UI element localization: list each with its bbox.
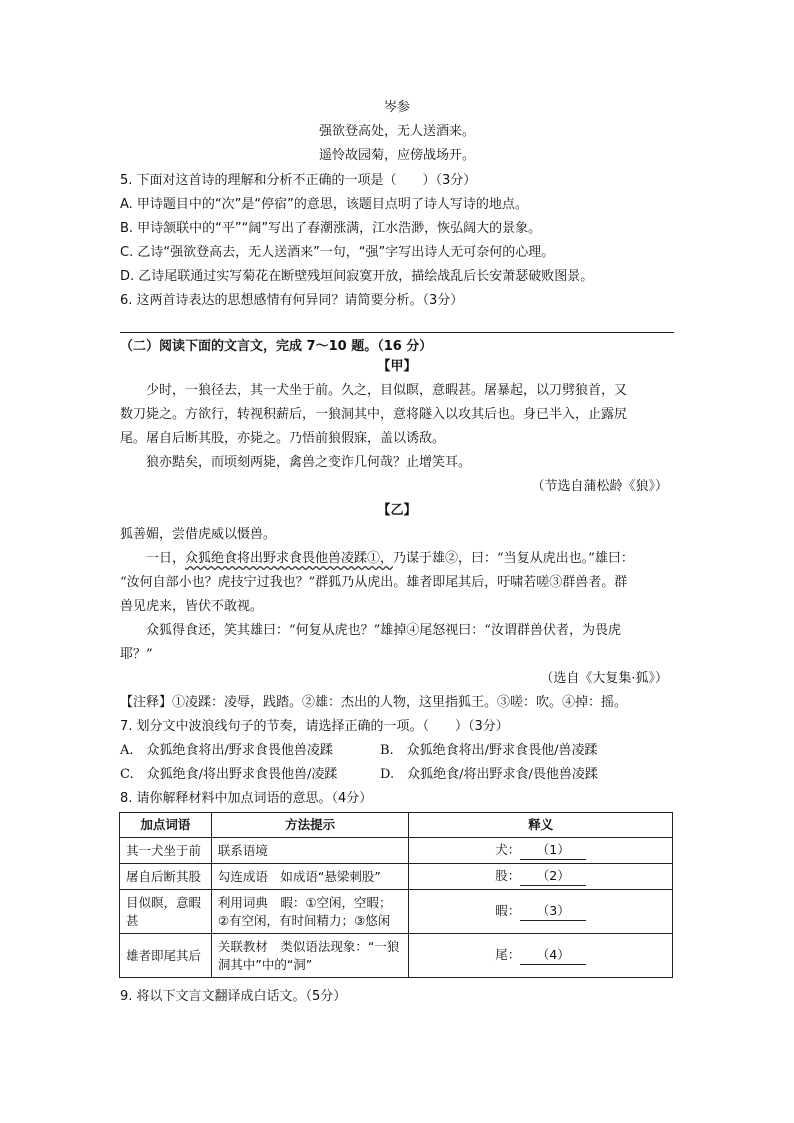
answer-blank-2[interactable]: （2）: [520, 867, 586, 886]
annotations: 【注释】①凌蹂：凌辱，践踏。②雄：杰出的人物，这里指狐王。③嗟：吹。④掉：摇。: [120, 695, 628, 710]
table-header: 方法提示: [211, 813, 409, 838]
question-7-option-a: A. 众狐绝食将出/野求食畏他兽凌蹂: [120, 743, 333, 758]
passage-yi-line-3: “汝何自部小也？虎技宁过我也？”群狐乃从虎出。雄者即尾其后，吁啸若嗟③群兽者。群: [120, 575, 628, 590]
table-cell-answer: 犬： （1）: [409, 838, 673, 864]
question-9-stem: 9. 将以下文言文翻译成白话文。（5分）: [120, 989, 347, 1004]
question-5-option-c: C. 乙诗“强欲登高去，无人送酒来”一句，“强”字写出诗人无可奈何的心理。: [120, 245, 555, 260]
table-cell-word: 屠自后断其股: [120, 864, 212, 890]
passage-yi-label: 【乙】: [377, 503, 417, 518]
answer-blank-1[interactable]: （1）: [520, 841, 586, 860]
passage-yi-line-4: 兽见虎来，皆伏不敢视。: [120, 599, 264, 614]
question-7-option-b: B. 众狐绝食将出/野求食畏他/兽凌蹂: [380, 743, 598, 758]
passage-yi-source: （选自《大复集·狐》）: [540, 671, 668, 686]
question-8-stem: 8. 请你解释材料中加点词语的意思。（4分）: [120, 791, 373, 806]
table-row: [120, 934, 673, 978]
question-6-stem: 6. 这两首诗表达的思想感情有何异同？请简要分析。（3分）: [120, 293, 464, 308]
table-cell-hint: 关联教材 类似语法现象：“一狼洞其中”中的“洞”: [211, 934, 409, 978]
table-cell-word: 其一犬坐于前: [120, 838, 212, 864]
answer-blank-3[interactable]: （3）: [520, 902, 586, 921]
passage-jia-source: （节选自蒲松龄《狼》）: [531, 479, 668, 494]
question-5-option-d: D. 乙诗尾联通过实写菊花在断壁残垣间寂寞开放，描绘战乱后长安萧瑟破败图景。: [120, 269, 594, 284]
poem-line-1: 强欲登高处，无人送酒来。: [318, 124, 475, 139]
wavy-underlined-sentence: 众狐绝食将出野求食畏他兽凌蹂①，: [185, 551, 394, 566]
table-header: 加点词语: [120, 813, 212, 838]
table-row: [120, 864, 673, 890]
poem-author: 岑参: [383, 100, 410, 115]
question-5-stem: 5. 下面对这首诗的理解和分析不正确的一项是（ ）（3分）: [120, 173, 477, 188]
passage-jia-line-4: 狼亦黠矣，而顷刻两毙，禽兽之变诈几何哉？止增笑耳。: [146, 455, 472, 470]
passage-yi-line-6: 耶？”: [120, 647, 153, 662]
question-5-option-a: A. 甲诗题目中的“次”是“停宿”的意思，该题目点明了诗人写诗的地点。: [120, 197, 528, 212]
word-meaning-table: [119, 812, 673, 978]
passage-jia-line-1: 少时，一狼径去，其一犬坐于前。久之，目似瞑，意暇甚。屠暴起，以刀劈狼首，又: [146, 383, 628, 398]
question-7-option-c: C. 众狐绝食/将出野求食畏他兽/凌蹂: [120, 767, 338, 782]
section-divider: [120, 332, 674, 333]
passage-jia-line-2: 数刀毙之。方欲行，转视积薪后，一狼洞其中，意将隧入以攻其后也。身已半入，止露尻: [120, 407, 628, 422]
question-7-option-d: D. 众狐绝食/将出野求食/畏他兽凌蹂: [380, 767, 598, 782]
table-cell-answer: 暇： （3）: [409, 890, 673, 934]
table-row: [120, 890, 673, 934]
table-header: 释义: [409, 813, 673, 838]
table-cell-hint: 勾连成语 如成语“悬梁刺股”: [211, 864, 409, 890]
table-cell-hint: 利用词典 暇：①空闲，空暇；②有空闲，有时间精力；③悠闲: [211, 890, 409, 934]
table-cell-word: 目似瞑，意暇甚: [120, 890, 212, 934]
poem-line-2: 遥怜故园菊，应傍战场开。: [318, 148, 475, 163]
passage-yi-line-2: 一日，众狐绝食将出野求食畏他兽凌蹂①，乃谋于雄②，曰：“当复从虎出也。”雄曰：: [146, 551, 634, 566]
table-cell-hint: 联系语境: [211, 838, 409, 864]
question-5-option-b: B. 甲诗颔联中的“平”“阔”写出了春潮涨满，江水浩渺，恢弘阔大的景象。: [120, 221, 542, 236]
passage-yi-line-5: 众狐得食还，笑其雄曰：“何复从虎也？”雄掉④尾怒视曰：“汝谓群兽伏者，为畏虎: [146, 623, 621, 638]
passage-jia-line-3: 尾。屠自后断其股，亦毙之。乃悟前狼假寐，盖以诱敌。: [120, 431, 446, 446]
table-cell-word: 雄者即尾其后: [120, 934, 212, 978]
table-header-row: [120, 813, 673, 838]
section-2-heading: （二）阅读下面的文言文，完成 7～10 题。（16 分）: [120, 339, 433, 354]
table-cell-answer: 股： （2）: [409, 864, 673, 890]
table-cell-answer: 尾： （4）: [409, 934, 673, 978]
passage-yi-line-1: 狐善媚，尝借虎威以慑兽。: [120, 527, 277, 542]
passage-jia-label: 【甲】: [377, 359, 417, 374]
question-7-stem: 7. 划分文中波浪线句子的节奏，请选择正确的一项。（ ）（3分）: [120, 719, 509, 734]
answer-blank-4[interactable]: （4）: [520, 946, 586, 965]
table-row: [120, 838, 673, 864]
